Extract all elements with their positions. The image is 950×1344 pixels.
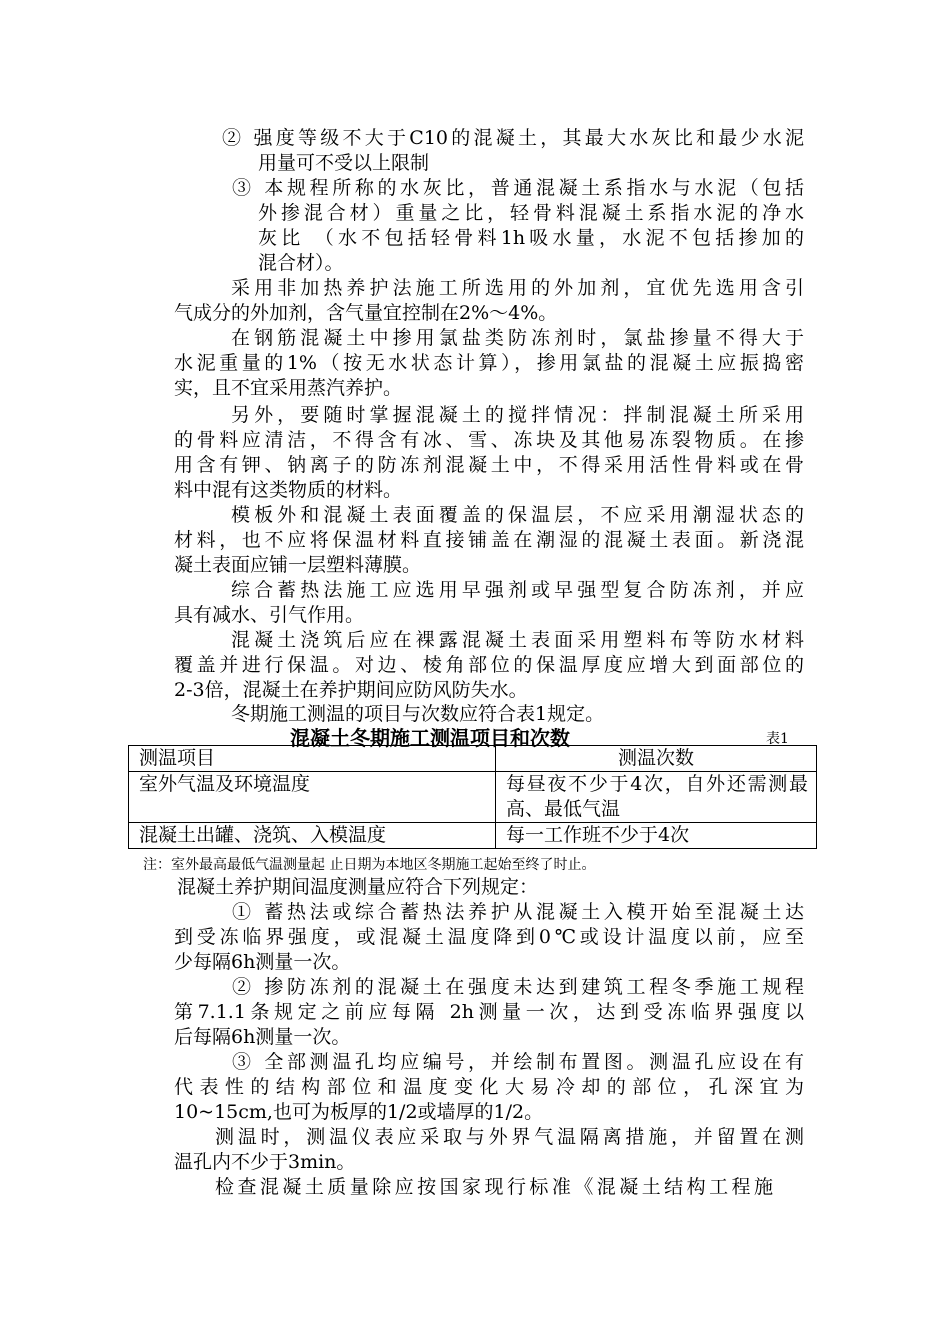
text-line: 另外，要随时掌握混凝土的搅拌情况：拌制混凝土所采用 <box>231 404 804 426</box>
text-line: 用含有钾、钠离子的防冻剂混凝土中，不得采用活性骨料或在骨 <box>174 454 804 476</box>
text-line: 测温时，测温仪表应采取与外界气温隔离措施，并留置在测 <box>215 1126 804 1148</box>
text-line: 10~15cm,也可为板厚的1/2或墙厚的1/2。 <box>174 1101 544 1123</box>
text-line: ① 蓄热法或综合蓄热法养护从混凝土入模开始至混凝土达 <box>232 901 804 923</box>
text-line: 冬期施工测温的项目与次数应符合表1规定。 <box>231 703 605 725</box>
table-header-cell: 测温次数 <box>496 746 817 772</box>
text-line: 后每隔6h测量一次。 <box>174 1026 351 1048</box>
table-row <box>129 772 817 823</box>
text-line: ② 掺防冻剂的混凝土在强度未达到建筑工程冬季施工规程 <box>232 976 804 998</box>
text-line: 采用非加热养护法施工所选用的外加剂，宜优先选用含引 <box>231 277 804 299</box>
table-cell: 室外气温及环境温度 <box>129 772 496 823</box>
text-line: 料中混有这类物质的材料。 <box>174 479 403 501</box>
text-line: 凝土表面应铺一层塑料薄膜。 <box>174 554 422 576</box>
text-line: 外掺混合材）重量之比，轻骨料混凝土系指水泥的净水 <box>258 202 804 224</box>
text-line: 用量可不受以上限制 <box>258 152 430 174</box>
text-line: ② 强度等级不大于C10的混凝土，其最大水灰比和最少水泥 <box>222 127 804 149</box>
table-number: 表1 <box>766 731 789 747</box>
text-line: 混凝土养护期间温度测量应符合下列规定： <box>177 876 539 898</box>
text-line: 在钢筋混凝土中掺用氯盐类防冻剂时，氯盐掺量不得大于 <box>231 327 804 349</box>
text-line: 实，且不宜采用蒸汽养护。 <box>174 377 403 399</box>
text-line: 覆盖并进行保温。对边、棱角部位的保温厚度应增大到面部位的 <box>174 654 804 676</box>
temperature-table <box>128 745 817 849</box>
text-line: 2-3倍，混凝土在养护期间应防风防失水。 <box>174 679 528 701</box>
text-line: 混凝土浇筑后应在裸露混凝土表面采用塑料布等防水材料 <box>231 629 804 651</box>
text-line: 气成分的外加剂，含气量宜控制在2%～4%。 <box>174 302 558 324</box>
text-line: ③ 本规程所称的水灰比，普通混凝土系指水与水泥（包括 <box>232 177 804 199</box>
text-line: 模板外和混凝土表面覆盖的保温层，不应采用潮湿状态的 <box>231 504 804 526</box>
text-line: ③ 全部测温孔均应编号，并绘制布置图。测温孔应设在有 <box>232 1051 804 1073</box>
table-note: 注：室外最高最低气温测量起 止日期为本地区冬期施工起始至终了时止。 <box>143 857 596 873</box>
table-title: 混凝土冬期施工测温项目和次数 <box>290 726 570 750</box>
text-line: 检查混凝土质量除应按国家现行标准《混凝土结构工程施 <box>215 1176 773 1198</box>
text-line: 材料，也不应将保温材料直接铺盖在潮湿的混凝土表面。新浇混 <box>174 529 804 551</box>
text-line: 灰比 （水不包括轻骨料1h吸水量，水泥不包括掺加的 <box>258 227 804 249</box>
table-header-cell: 测温项目 <box>129 746 496 772</box>
table-header-row <box>129 746 817 772</box>
text-line: 温孔内不少于3min。 <box>174 1151 356 1173</box>
table-cell: 每一工作班不少于4次 <box>496 823 817 849</box>
table-row <box>129 823 817 849</box>
text-line: 的骨料应清洁，不得含有冰、雪、冻块及其他易冻裂物质。在掺 <box>174 429 804 451</box>
text-line: 少每隔6h测量一次。 <box>174 951 351 973</box>
text-line: 到受冻临界强度，或混凝土温度降到0℃或设计温度以前，应至 <box>174 926 804 948</box>
text-line: 综合蓄热法施工应选用早强剂或早强型复合防冻剂，并应 <box>231 579 804 601</box>
text-line: 混合材）。 <box>258 252 344 274</box>
text-line: 第7.1.1条规定之前应每隔 2h测量一次，达到受冻临界强度以 <box>174 1001 804 1023</box>
text-line: 水泥重量的1%（按无水状态计算），掺用氯盐的混凝土应振捣密 <box>174 352 804 374</box>
table-cell: 每昼夜不少于4次，自外还需测最高、最低气温 <box>496 772 817 823</box>
table-cell: 混凝土出罐、浇筑、入模温度 <box>129 823 496 849</box>
text-line: 代表性的结构部位和温度变化大易冷却的部位，孔深宜为 <box>174 1076 804 1098</box>
text-line: 具有减水、引气作用。 <box>174 604 365 626</box>
